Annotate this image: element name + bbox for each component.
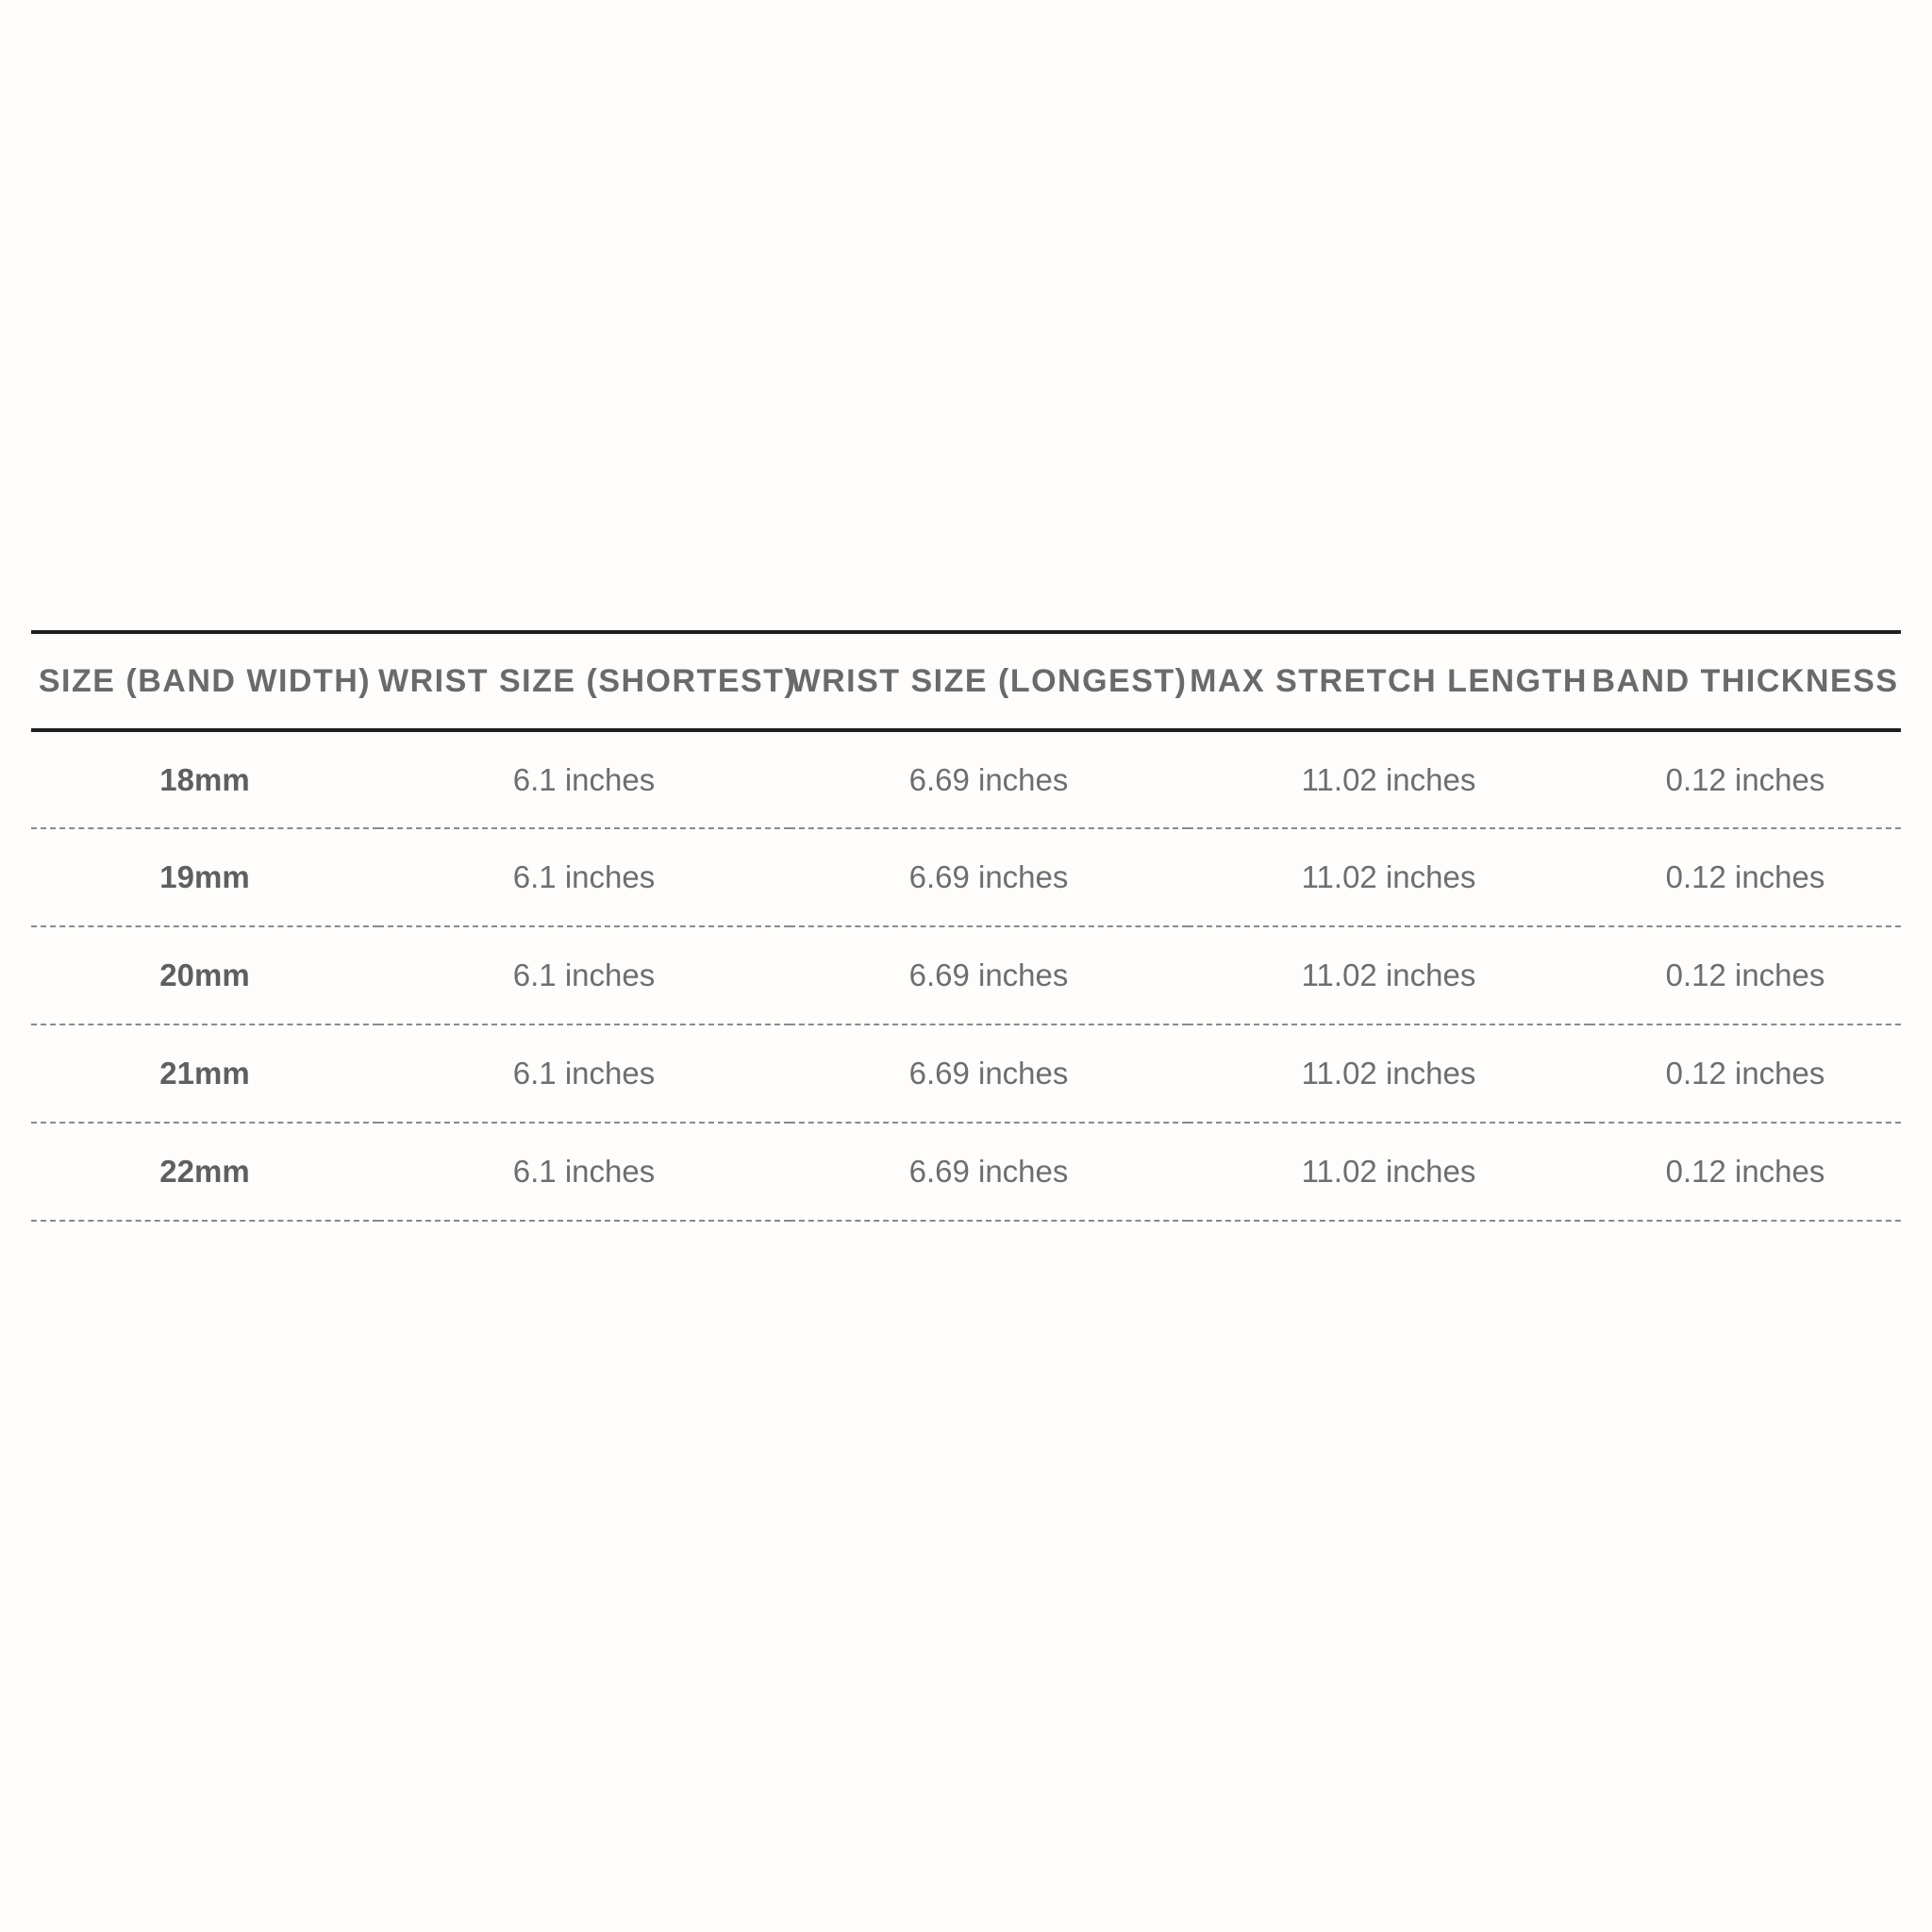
band-width-cell: 22mm <box>31 1123 378 1221</box>
size-chart-body <box>31 730 1901 1221</box>
wrist-shortest-cell: 6.1 inches <box>378 1024 790 1123</box>
band-thickness-cell: 0.12 inches <box>1590 828 1901 926</box>
band-thickness-cell: 0.12 inches <box>1590 1024 1901 1123</box>
wrist-longest-cell: 6.69 inches <box>790 828 1188 926</box>
band-thickness-cell: 0.12 inches <box>1590 1123 1901 1221</box>
wrist-shortest-cell: 6.1 inches <box>378 926 790 1024</box>
max-stretch-cell: 11.02 inches <box>1188 828 1590 926</box>
header-wrist-size-shortest: WRIST SIZE (SHORTEST) <box>378 632 790 730</box>
header-size-band-width: SIZE (BAND WIDTH) <box>31 632 378 730</box>
header-wrist-size-longest: WRIST SIZE (LONGEST) <box>790 632 1188 730</box>
header-row <box>31 632 1901 730</box>
band-thickness-cell: 0.12 inches <box>1590 730 1901 828</box>
band-width-cell: 20mm <box>31 926 378 1024</box>
wrist-longest-cell: 6.69 inches <box>790 1123 1188 1221</box>
band-width-cell: 19mm <box>31 828 378 926</box>
size-chart-table <box>31 630 1901 1222</box>
header-band-thickness: BAND THICKNESS <box>1590 632 1901 730</box>
band-thickness-cell: 0.12 inches <box>1590 926 1901 1024</box>
wrist-shortest-cell: 6.1 inches <box>378 1123 790 1221</box>
wrist-longest-cell: 6.69 inches <box>790 926 1188 1024</box>
table-row <box>31 926 1901 1024</box>
table-row <box>31 1024 1901 1123</box>
max-stretch-cell: 11.02 inches <box>1188 1123 1590 1221</box>
header-max-stretch-length: MAX STRETCH LENGTH <box>1188 632 1590 730</box>
wrist-shortest-cell: 6.1 inches <box>378 828 790 926</box>
table-row <box>31 1123 1901 1221</box>
wrist-longest-cell: 6.69 inches <box>790 730 1188 828</box>
max-stretch-cell: 11.02 inches <box>1188 730 1590 828</box>
size-chart-header <box>31 632 1901 730</box>
band-width-cell: 18mm <box>31 730 378 828</box>
max-stretch-cell: 11.02 inches <box>1188 926 1590 1024</box>
band-width-cell: 21mm <box>31 1024 378 1123</box>
table-row <box>31 730 1901 828</box>
table-row <box>31 828 1901 926</box>
max-stretch-cell: 11.02 inches <box>1188 1024 1590 1123</box>
wrist-shortest-cell: 6.1 inches <box>378 730 790 828</box>
wrist-longest-cell: 6.69 inches <box>790 1024 1188 1123</box>
